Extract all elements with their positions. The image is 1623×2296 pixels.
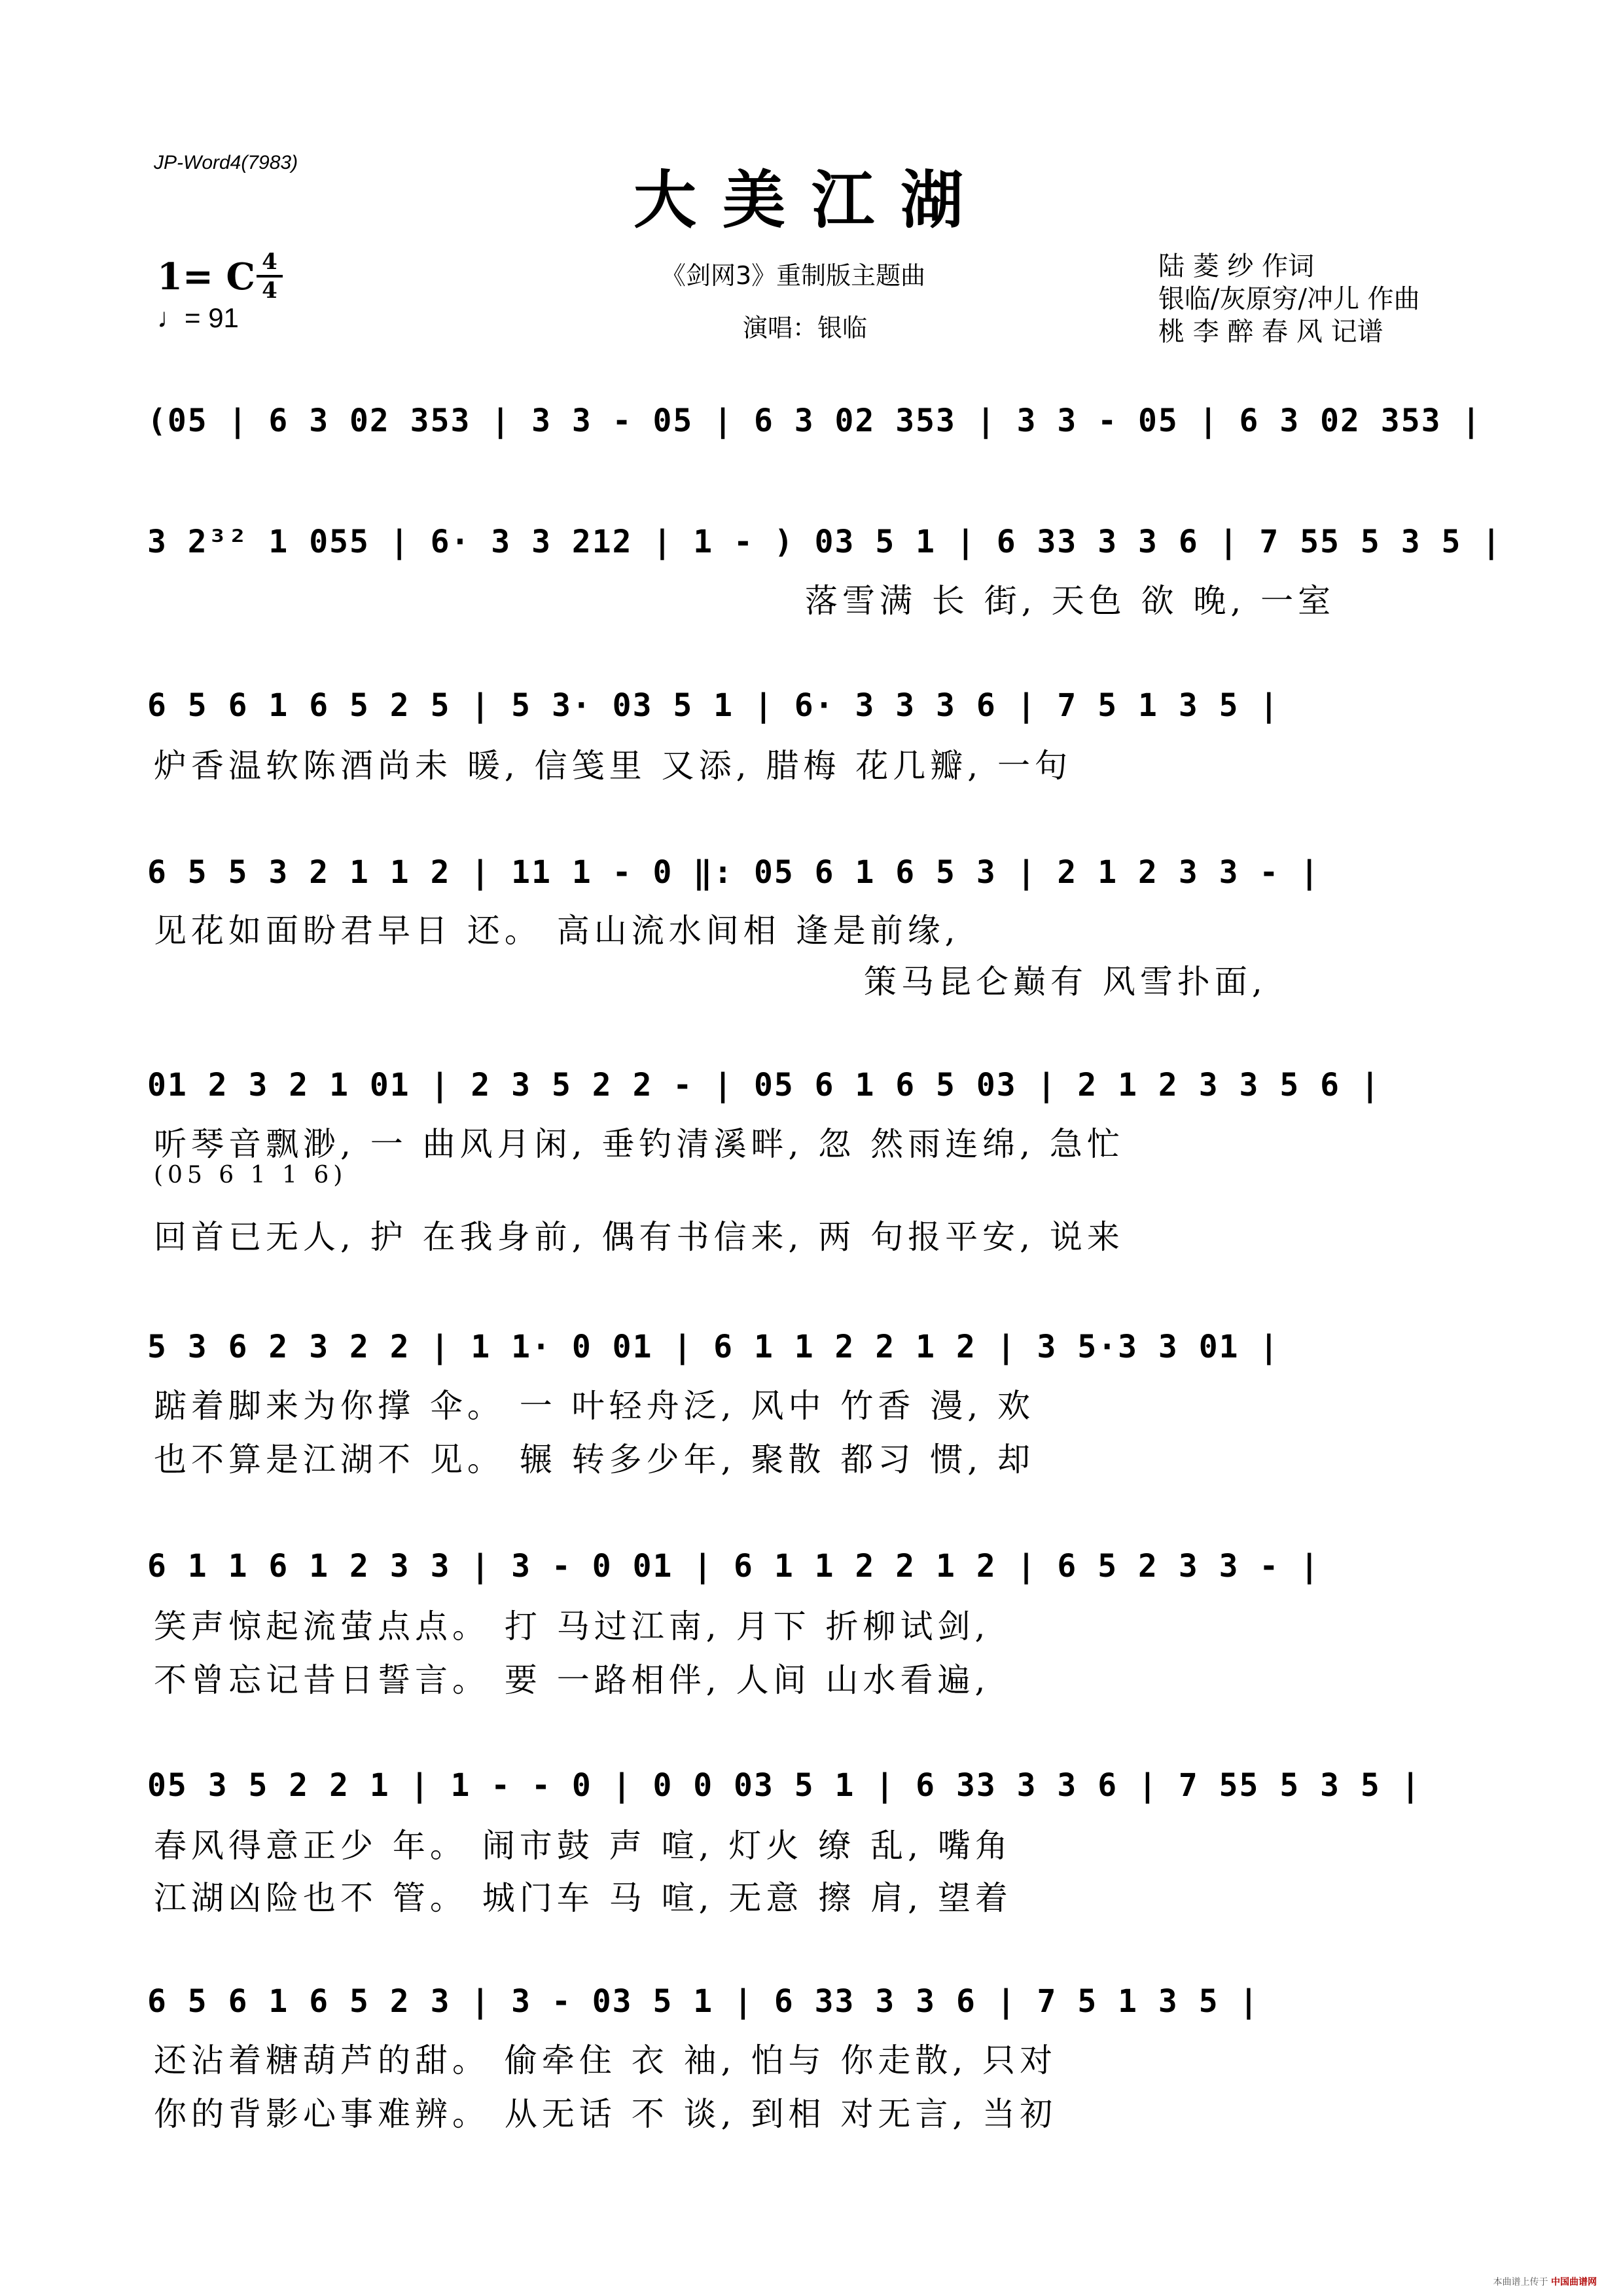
time-signature-bottom: 4: [262, 278, 277, 304]
singer: 演唱：银临: [743, 314, 868, 342]
lyric-line-7b: 不曾忘记昔日誓言。 要 一路相伴, 人间 山水看遍,: [154, 1661, 990, 1699]
time-signature: [257, 250, 283, 302]
music-line-4: 6 5 5 3 2 1 1 2 | 11 1 - 0 ‖: 05 6 1 6 5 3 | 2 1 2 3 3 - |: [147, 854, 1321, 891]
lyric-line-5a: 听琴音飘渺, 一 曲风月闲, 垂钓清溪畔, 忽 然雨连绵, 急忙: [154, 1125, 1124, 1163]
key-signature: 1= C: [157, 255, 255, 298]
lyric-line-6b: 也不算是江湖不 见。 辗 转多少年, 聚散 都习 惯, 却: [154, 1441, 1035, 1479]
lyric-line-4a: 见花如面盼君早日 还。 高山流水间相 逢是前缘,: [154, 912, 960, 950]
composer-credit: 银临/灰原穷/冲儿 作曲: [1158, 284, 1420, 314]
lyric-line-4b: 策马昆仑巅有 风雪扑面,: [864, 963, 1267, 1001]
lyric-line-2: 落雪满 长 街, 天色 欲 晚, 一室: [805, 582, 1336, 620]
music-line-2: 3 2³² 1 055 | 6· 3 3 212 | 1 - ) 03 5 1 | 6 33 3 3 6 | 7 55 5 3 5 |: [147, 524, 1503, 560]
lyric-line-9b: 你的背影心事难辨。 从无话 不 谈, 到相 对无言, 当初: [154, 2095, 1058, 2133]
lyric-line-8b: 江湖凶险也不 管。 城门车 马 喧, 无意 擦 肩, 望着: [154, 1879, 1012, 1917]
source-tag: JP-Word4(7983): [154, 152, 298, 173]
lyricist-credit: 陆 菱 纱 作词: [1158, 251, 1315, 281]
lyric-line-3: 炉香温软陈酒尚未 暖, 信笺里 又添, 腊梅 花几瓣, 一句: [154, 747, 1073, 785]
footer-text: 本曲谱上传于: [1493, 2277, 1548, 2287]
time-signature-top: 4: [262, 249, 277, 275]
lyric-line-6a: 踮着脚来为你撑 伞。 一 叶轻舟泛, 风中 竹香 漫, 欢: [154, 1387, 1035, 1425]
transcriber-credit: 桃 李 醉 春 风 记谱: [1158, 317, 1383, 347]
lyric-line-8a: 春风得意正少 年。 闹市鼓 声 喧, 灯火 缭 乱, 嘴角: [154, 1827, 1012, 1865]
page-title: 大美江湖: [633, 163, 990, 237]
footer-watermark: [1493, 2275, 1597, 2288]
lyric-line-5-aside: (05 6 1 1 6): [154, 1162, 348, 1189]
music-line-5: 01 2 3 2 1 01 | 2 3 5 2 2 - | 05 6 1 6 5 03 | 2 1 2 3 3 5 6 |: [147, 1067, 1381, 1103]
lyric-line-9a: 还沾着糖葫芦的甜。 偷牵住 衣 袖, 怕与 你走散, 只对: [154, 2041, 1058, 2079]
music-line-8: 05 3 5 2 2 1 | 1 - - 0 | 0 0 03 5 1 | 6 33 3 3 6 | 7 55 5 3 5 |: [147, 1767, 1421, 1804]
music-line-7: 6 1 1 6 1 2 3 3 | 3 - 0 01 | 6 1 1 2 2 1 2 | 6 5 2 3 3 - |: [147, 1548, 1321, 1585]
tempo-mark: ♩= 91: [157, 302, 239, 333]
lyric-line-5b: 回首已无人, 护 在我身前, 偶有书信来, 两 句报平安, 说来: [154, 1218, 1124, 1256]
footer-site: 中国曲谱网: [1551, 2277, 1597, 2287]
music-line-3: 6 5 6 1 6 5 2 5 | 5 3· 03 5 1 | 6· 3 3 3 6 | 7 5 1 3 5 |: [147, 687, 1280, 724]
music-line-6: 5 3 6 2 3 2 2 | 1 1· 0 01 | 6 1 1 2 2 1 2 | 3 5·3 3 01 |: [147, 1329, 1280, 1365]
music-line-9: 6 5 6 1 6 5 2 3 | 3 - 03 5 1 | 6 33 3 3 6 | 7 5 1 3 5 |: [147, 1983, 1260, 2020]
music-line-1: (05 | 6 3 02 353 | 3 3 - 05 | 6 3 02 353 | 3 3 - 05 | 6 3 02 353 |: [147, 403, 1482, 439]
lyric-line-7a: 笑声惊起流萤点点。 打 马过江南, 月下 折柳试剑,: [154, 1607, 990, 1645]
subtitle: 《剑网3》重制版主题曲: [661, 261, 926, 290]
